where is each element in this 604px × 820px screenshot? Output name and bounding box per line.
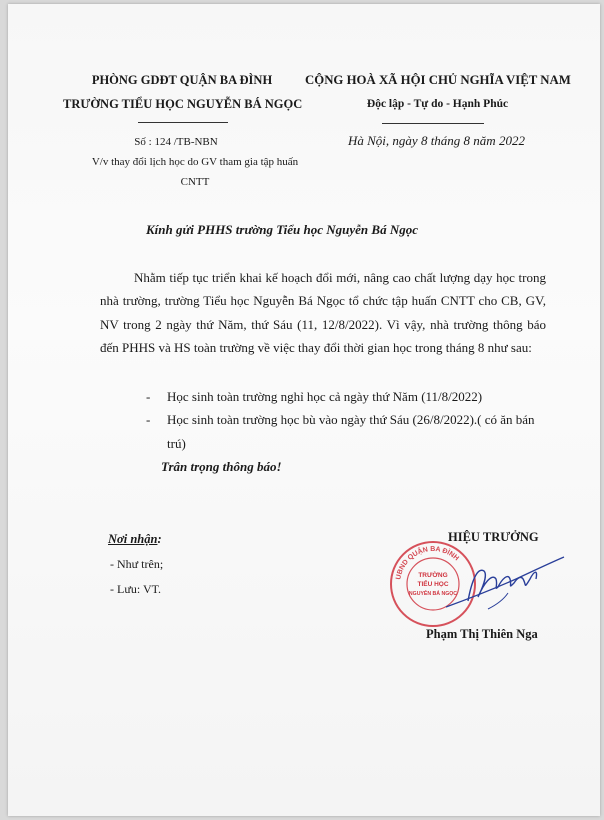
body-paragraph: Nhằm tiếp tục triển khai kế hoạch đổi mới, nâng cao chất lượng dạy học trong nhà trường, trường Tiểu học Nguyễn Bá Ngọc tổ chức tập huấn CNTT cho CB, GV, NV trong 2 ngày thứ Năm, thứ Sáu (11, 12/8/2022). Vì vậy, nhà trường thông báo đến PHHS và HS toàn trường về việc thay đổi thời gian học trong tháng 8 như sau: — [100, 270, 546, 356]
country-name: CỘNG HOÀ XÃ HỘI CHỦ NGHĨA VIỆT NAM — [305, 73, 571, 87]
closing-line: Trân trọng thông báo! — [161, 459, 282, 474]
national-motto: Độc lập - Tự do - Hạnh Phúc — [366, 98, 509, 110]
stamp-line-3: NGUYỄN BÁ NGỌC — [408, 591, 458, 597]
signer-title: HIỆU TRƯỞNG — [448, 530, 539, 544]
bullet-text: Học sinh toàn trường nghỉ học cả ngày thứ Năm (11/8/2022) — [167, 389, 483, 404]
stamp-line-1: TRƯỜNG — [418, 572, 448, 579]
recipients-label: Nơi nhận — [108, 532, 158, 546]
bullet-item — [100, 408, 546, 455]
date-line: Hà Nội, ngày 8 tháng 8 năm 2022 — [348, 133, 525, 148]
department-name: PHÒNG GDĐT QUẬN BA ĐÌNH — [91, 73, 273, 87]
greeting-line: Kính gửi PHHS trường Tiểu học Nguyễn Bá Ngọc — [146, 222, 418, 237]
bullet-list — [100, 385, 546, 455]
recipients-heading — [108, 532, 162, 547]
signer-name: Phạm Thị Thiên Nga — [426, 627, 538, 641]
recipients-colon: : — [157, 532, 162, 546]
bullet-text: Học sinh toàn trường học bù vào ngày thứ Sáu (26/8/2022).( có ăn bán trú) — [167, 412, 535, 451]
document-number: Số : 124 /TB-NBN — [134, 136, 218, 148]
stamp-line-2: TIỂU HỌC — [417, 581, 449, 588]
school-name: TRƯỜNG TIỂU HỌC NGUYỄN BÁ NGỌC — [63, 97, 303, 111]
bullet-mark: - — [146, 389, 151, 404]
document-page — [8, 4, 600, 816]
handwritten-signature — [438, 549, 568, 619]
authority-underline — [138, 122, 228, 123]
document-subject: V/v thay đổi lịch học do GV tham gia tập huấn CNTT — [91, 156, 299, 188]
bullet-item — [100, 385, 546, 408]
motto-underline — [382, 123, 484, 124]
stamp-ring-text: UBND QUẬN BA ĐÌNH — [395, 545, 460, 581]
recipient-item: - Lưu: VT. — [110, 582, 162, 596]
issuing-authority — [63, 68, 301, 116]
national-heading — [305, 68, 570, 116]
bullet-mark: - — [146, 412, 151, 428]
recipient-item: - Như trên; — [110, 557, 164, 571]
